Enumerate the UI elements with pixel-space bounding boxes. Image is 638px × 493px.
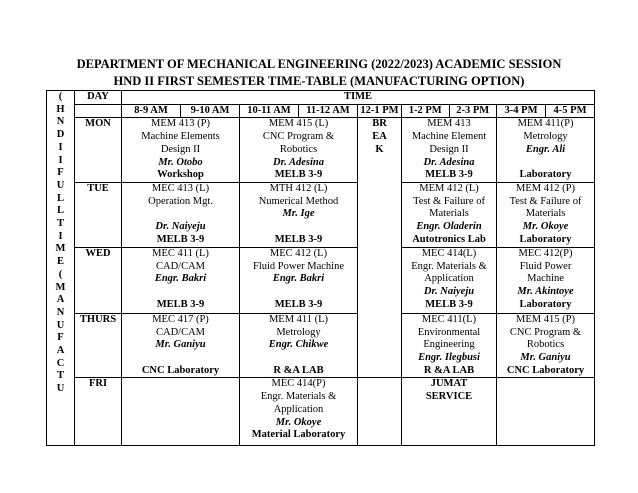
venue: MELB 3-9 bbox=[274, 298, 323, 310]
side-label bbox=[47, 91, 75, 446]
side-label-letter: E bbox=[56, 256, 64, 268]
venue: MELB 3-9 bbox=[274, 233, 323, 245]
side-label-letter: ( bbox=[58, 91, 63, 102]
class-cell bbox=[122, 313, 240, 378]
lecturer: Mr. Okoye bbox=[275, 416, 322, 428]
table-row bbox=[47, 313, 595, 378]
course-code: MEM 411(P) bbox=[517, 118, 574, 130]
class-cell bbox=[402, 118, 497, 183]
jumat-cell bbox=[402, 378, 497, 446]
lecturer: Mr. Ganiyu bbox=[520, 352, 571, 364]
course-title: Design II bbox=[429, 143, 469, 155]
course-title: Robotics bbox=[279, 143, 318, 155]
table-row bbox=[47, 118, 595, 183]
lecturer: Engr. Chikwe bbox=[268, 339, 329, 351]
class-cell bbox=[240, 313, 358, 378]
slot-header: 4-5 PM bbox=[545, 105, 594, 118]
jumat-label: SERVICE bbox=[425, 391, 473, 403]
side-label-letter: A bbox=[56, 345, 65, 357]
course-code: MEM 412 (P) bbox=[516, 182, 575, 194]
break-cell bbox=[358, 118, 402, 378]
lecturer: Engr. Bakri bbox=[272, 273, 325, 285]
course-title: Design II bbox=[160, 143, 201, 155]
course-title: Engr. Materials & bbox=[411, 260, 487, 272]
venue: R &A LAB bbox=[273, 364, 324, 376]
class-cell bbox=[240, 182, 358, 247]
class-cell bbox=[122, 182, 240, 247]
venue: CNC Laboratory bbox=[141, 364, 220, 376]
document-title: DEPARTMENT OF MECHANICAL ENGINEERING (2022/2023) ACADEMIC SESSION bbox=[76, 57, 562, 71]
slot-group-morning-1 bbox=[122, 104, 240, 118]
venue: MELB 3-9 bbox=[274, 169, 323, 181]
course-title: Test & Failure of bbox=[413, 195, 485, 207]
lecturer: Dr. Naiyeju bbox=[155, 221, 206, 233]
day-label: FRI bbox=[75, 378, 122, 446]
course-title: CNC Program & bbox=[262, 131, 335, 143]
class-cell bbox=[497, 118, 595, 183]
course-code: MEM 412 (L) bbox=[419, 182, 479, 194]
break-label: BR bbox=[372, 118, 387, 130]
side-label-letter: F bbox=[57, 332, 64, 344]
day-label: MON bbox=[75, 118, 122, 183]
slot-group-afternoon-2 bbox=[497, 104, 595, 118]
course-title: Materials bbox=[429, 208, 469, 220]
class-cell bbox=[240, 247, 358, 313]
side-label-letter: N bbox=[56, 116, 65, 128]
class-cell bbox=[402, 182, 497, 247]
jumat-label: JUMAT bbox=[430, 378, 468, 390]
course-code: MEC 414(L) bbox=[421, 247, 477, 259]
day-label: TUE bbox=[75, 182, 122, 247]
lecturer: Engr. Ali bbox=[525, 143, 566, 155]
slot-group-morning-2 bbox=[240, 104, 358, 118]
course-code: MEC 413 (L) bbox=[151, 182, 210, 194]
venue: Autotronics Lab bbox=[412, 233, 486, 245]
lecturer: Engr. Bakri bbox=[154, 273, 207, 285]
side-label-letter: M bbox=[55, 281, 66, 293]
lecturer: Mr. Ganiyu bbox=[155, 339, 206, 351]
lecturer: Mr. Okoye bbox=[522, 221, 569, 233]
side-label-letter: ( bbox=[58, 268, 63, 280]
side-label-letter: U bbox=[56, 179, 65, 191]
side-label-letter: I bbox=[58, 141, 63, 153]
slot-header: 12-1 PM bbox=[358, 104, 402, 118]
venue: Workshop bbox=[157, 169, 204, 181]
course-title: Engineering bbox=[423, 339, 475, 351]
course-title: Machine Elements bbox=[141, 131, 220, 143]
table-row bbox=[47, 182, 595, 247]
document-subtitle: HND II FIRST SEMESTER TIME-TABLE (MANUFACTURING OPTION) bbox=[113, 74, 525, 88]
venue: R &A LAB bbox=[423, 364, 475, 376]
course-title: Engr. Materials & bbox=[260, 391, 337, 403]
side-label-letter: A bbox=[56, 294, 65, 306]
venue: Laboratory bbox=[519, 233, 572, 245]
lecturer: Dr. Naiyeju bbox=[423, 286, 475, 298]
class-cell bbox=[240, 118, 358, 183]
course-code: MEC 412(P) bbox=[518, 247, 573, 259]
course-title: Environmental bbox=[417, 326, 481, 338]
course-title: Metrology bbox=[276, 326, 321, 338]
side-label-letter: C bbox=[56, 357, 65, 369]
course-title: Metrology bbox=[523, 131, 568, 143]
course-code: MEC 411 (L) bbox=[152, 247, 209, 259]
side-label-letter: T bbox=[56, 218, 64, 230]
slot-header: 8-9 AM bbox=[134, 104, 168, 116]
side-label-letter: H bbox=[56, 103, 65, 115]
side-label-letter: T bbox=[56, 370, 64, 382]
course-code: MEC 417 (P) bbox=[152, 313, 209, 325]
slot-header: 10-11 AM bbox=[247, 104, 291, 116]
course-title: CNC Program & bbox=[509, 326, 582, 338]
venue: MELB 3-9 bbox=[156, 298, 205, 310]
course-title: Operation Mgt. bbox=[148, 195, 213, 207]
class-cell bbox=[122, 247, 240, 313]
lecturer: Mr. Ige bbox=[282, 208, 315, 220]
course-code: MTH 412 (L) bbox=[269, 182, 328, 194]
class-cell bbox=[497, 313, 595, 378]
course-title: Fluid Power Machine bbox=[253, 260, 344, 272]
lecturer: Engr. Oladerin bbox=[416, 221, 482, 233]
course-title: Machine Element bbox=[411, 131, 487, 143]
class-cell bbox=[240, 378, 358, 446]
venue: MELB 3-9 bbox=[425, 298, 473, 310]
side-label-letter: L bbox=[56, 192, 64, 204]
side-label-letter: F bbox=[57, 167, 64, 179]
course-code: MEM 415 (P) bbox=[516, 313, 575, 325]
side-label-letter: N bbox=[56, 306, 65, 318]
day-label: WED bbox=[75, 247, 122, 313]
course-code: MEC 412 (L) bbox=[269, 247, 328, 259]
venue: MELB 3-9 bbox=[156, 233, 205, 245]
class-cell bbox=[402, 313, 497, 378]
lecturer: Engr. Ilegbusi bbox=[418, 352, 480, 364]
friday-break-blank bbox=[358, 378, 402, 446]
class-cell bbox=[497, 182, 595, 247]
side-label-letter: I bbox=[58, 154, 63, 166]
slot-header: 1-2 PM bbox=[408, 104, 442, 116]
side-label-letter: L bbox=[56, 205, 64, 217]
day-subheader-blank bbox=[75, 104, 122, 118]
course-title: Machine bbox=[527, 273, 564, 285]
course-title: CAD/CAM bbox=[155, 260, 205, 272]
venue: CNC Laboratory bbox=[506, 364, 585, 376]
course-code: MEM 413 (P) bbox=[151, 118, 210, 130]
side-label-letter: U bbox=[56, 383, 65, 395]
table-row bbox=[47, 378, 595, 446]
course-code: MEM 411 (L) bbox=[268, 313, 329, 325]
course-title: Robotics bbox=[526, 339, 565, 351]
lecturer: Dr. Adesina bbox=[273, 156, 324, 168]
venue: MELB 3-9 bbox=[425, 169, 473, 181]
course-title: Numerical Method bbox=[258, 195, 339, 207]
side-label-letter: D bbox=[56, 129, 65, 141]
time-header: TIME bbox=[122, 91, 595, 105]
course-title: Application bbox=[273, 403, 324, 415]
side-label-letter: I bbox=[58, 230, 63, 242]
course-code: MEM 413 bbox=[427, 118, 471, 130]
slot-group-afternoon-1 bbox=[402, 104, 497, 118]
lecturer: Dr. Adesina bbox=[423, 156, 475, 168]
course-title: Materials bbox=[525, 208, 566, 220]
slot-header: 2-3 PM bbox=[449, 105, 497, 118]
course-code: MEM 415 (L) bbox=[268, 118, 329, 130]
course-code: MEC 411(L) bbox=[421, 313, 477, 325]
side-label-letter: M bbox=[55, 243, 66, 255]
day-header: DAY bbox=[75, 91, 122, 105]
lecturer: Mr. Akintoye bbox=[517, 286, 574, 298]
break-label: EA bbox=[372, 131, 387, 143]
course-title: Fluid Power bbox=[519, 260, 572, 272]
slot-header: 9-10 AM bbox=[180, 105, 239, 118]
venue: Laboratory bbox=[519, 298, 572, 310]
class-cell bbox=[122, 118, 240, 183]
slot-header: 11-12 AM bbox=[298, 105, 357, 118]
friday-late-blank bbox=[497, 378, 595, 446]
side-label-letter: U bbox=[56, 319, 65, 331]
course-title: CAD/CAM bbox=[155, 326, 205, 338]
venue: Laboratory bbox=[519, 169, 572, 181]
course-code: MEC 414(P) bbox=[271, 378, 326, 390]
lecturer: Mr. Otobo bbox=[158, 156, 203, 168]
table-row bbox=[47, 247, 595, 313]
break-label: K bbox=[375, 143, 384, 155]
class-cell-empty bbox=[122, 378, 240, 446]
course-title: Test & Failure of bbox=[509, 195, 582, 207]
class-cell bbox=[402, 247, 497, 313]
day-label: THURS bbox=[75, 313, 122, 378]
slot-header: 3-4 PM bbox=[504, 104, 538, 116]
timetable bbox=[46, 90, 595, 446]
course-title: Application bbox=[424, 273, 474, 285]
venue: Material Laboratory bbox=[251, 429, 346, 441]
class-cell bbox=[497, 247, 595, 313]
